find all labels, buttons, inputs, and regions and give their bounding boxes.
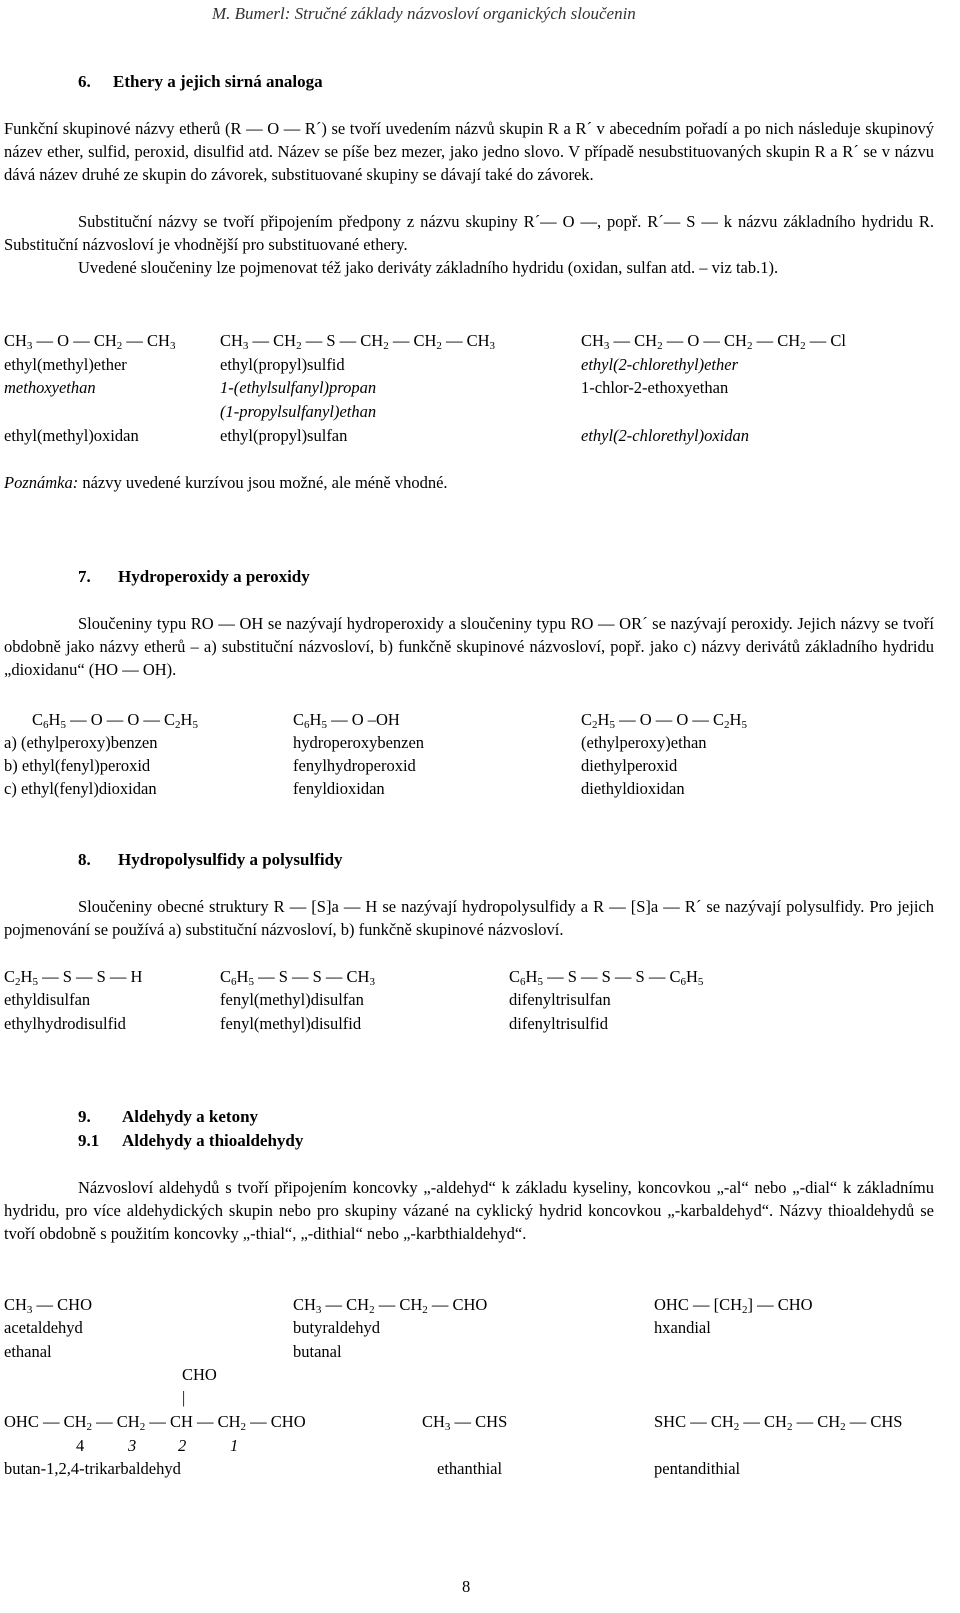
name-text: b) ethyl(fenyl)peroxid: [4, 756, 151, 775]
name-text: difenyltrisulfid: [509, 1014, 608, 1033]
name-text: ethyl(methyl)oxidan: [4, 426, 139, 445]
name-text: butan-1,2,4-trikarbaldehyd: [4, 1459, 181, 1478]
name-text: ethyldisulfan: [4, 990, 91, 1009]
name-text: ethyl(propyl)sulfan: [220, 426, 348, 445]
locant: 3: [128, 1436, 137, 1455]
name-text: ethyl(2-chlorethyl)oxidan: [581, 426, 749, 445]
section-9-1-title: Aldehydy a thioaldehydy: [122, 1131, 304, 1150]
section-9-paragraph-1: Názvosloví aldehydů s tvoří připojením koncovky „-aldehyd“ k základu kyseliny, koncovkou „-al“ nebo „-dial“ k základnímu hydridu, pro více aldehydických skupin nebo pro skupiny vázané na cyklický hydrid koncovkou „-karbaldehyd“. Názvy thioaldehydů se tvoří obdobně s použitím koncovky „-thial“, „-dithial“ nebo „-karbthialdehyd“.: [4, 1178, 934, 1243]
running-header: M. Bumerl: Stručné základy názvosloví organických sloučenin: [212, 4, 636, 23]
section-7-paragraph-1: Sloučeniny typu RO — OH se nazývají hydroperoxidy a sloučeniny typu RO — OR´ se nazývají peroxidy. Jejich názvy se tvoří obdobně jako názvy etherů – a) substituční názvosloví, b) funkčně skupinové názvosloví, popř. jako c) názvy derivátů základního hydridu „dioxidanu“ (HO — OH).: [4, 614, 934, 679]
section-9-number: 9.: [78, 1107, 91, 1126]
name-text: fenyldioxidan: [293, 779, 385, 798]
name-text: ethyl(propyl)sulfid: [220, 355, 345, 374]
formula-butyraldehyde: $CH_3$ — $CH_2$ — $CH_2$ — CHO: [293, 1295, 488, 1316]
formula-chlorethyl-ether: $CH_3$ — $CH_2$ — O — $CH_2$ — $CH_2$ — Cl: [581, 331, 846, 352]
name-text: (1-propylsulfanyl)ethan: [220, 402, 377, 421]
formula-hydroperoxybenzene: $C_6H_5$ — O –OH: [293, 710, 400, 731]
formula-acetaldehyde: $CH_3$ — CHO: [4, 1295, 93, 1316]
section-6-paragraph-2: Substituční názvy se tvoří připojením předpony z názvu skupiny R´— O —, popř. R´— S — k názvu základního hydridu R. Substituční názvosloví je vhodnější pro substituované ethery.: [4, 212, 934, 254]
locant: 4: [76, 1436, 85, 1455]
branch-cho: CHO: [182, 1365, 217, 1384]
formula-ethyl-disulfane: $C_2H_5$ — S — S — H: [4, 967, 143, 988]
name-text: fenyl(methyl)disulfan: [220, 990, 364, 1009]
name-text: methoxyethan: [4, 378, 96, 397]
formula-ethyl-methyl-ether: $CH_3$ — O — $CH_2$ — $CH_3$: [4, 331, 176, 352]
section-6-number: 6.: [78, 72, 91, 91]
name-text: fenyl(methyl)disulfid: [220, 1014, 362, 1033]
formula-ethanethial: $CH_3$ — CHS: [422, 1412, 508, 1433]
locant: 2: [178, 1436, 187, 1455]
name-text: ethanthial: [437, 1459, 503, 1478]
formula-phenyl-methyl-disulfane: $C_6H_5$ — S — S — $CH_3$: [220, 967, 375, 988]
name-text: (ethylperoxy)ethan: [581, 733, 707, 752]
note-label: Poznámka:: [4, 473, 79, 492]
name-text: fenylhydroperoxid: [293, 756, 416, 775]
section-8-title: Hydropolysulfidy a polysulfidy: [118, 850, 343, 869]
section-9-title: Aldehydy a ketony: [122, 1107, 259, 1126]
formula-ethyl-phenyl-peroxide: $C_6H_5$ — O — O — $C_2H_5$: [32, 710, 198, 731]
locant: 1: [230, 1436, 239, 1455]
formula-butane-tricarbaldehyde: OHC — $CH_2$ — $CH_2$ — CH — $CH_2$ — CHO: [4, 1412, 306, 1433]
formula-diethyl-peroxide: $C_2H_5$ — O — O — $C_2H_5$: [581, 710, 747, 731]
section-7-title: Hydroperoxidy a peroxidy: [118, 567, 310, 586]
section-6-title: Ethery a jejich sirná analoga: [113, 72, 323, 91]
section-9-1-number: 9.1: [78, 1131, 100, 1150]
name-text: ethyl(methyl)ether: [4, 355, 127, 374]
name-text: pentandithial: [654, 1459, 741, 1478]
name-text: c) ethyl(fenyl)dioxidan: [4, 779, 157, 798]
name-text: a) (ethylperoxy)benzen: [4, 733, 158, 752]
section-6-paragraph-1: Funkční skupinové názvy etherů (R — O — R´) se tvoří uvedením názvů skupin R a R´ v abecedním pořadí a po nich následuje skupinový název ether, sulfid, peroxid, disulfid atd. Název se píše bez mezer, jako jedno slovo. V případě nesubstituovaných skupin R a R´ se v názvu dává název druhé ze skupin do závorek, substituované skupiny se dávají také do závorek.: [4, 119, 934, 184]
name-text: 1-chlor-2-ethoxyethan: [581, 378, 729, 397]
name-text: ethyl(2-chlorethyl)ether: [581, 355, 738, 374]
page-number: 8: [462, 1577, 471, 1596]
section-8-paragraph-1: Sloučeniny obecné struktury R — [S]a — H se nazývají hydropolysulfidy a R — [S]a — R´ se nazývají polysulfidy. Pro jejich pojmenování se používá a) substituční názvosloví, b) funkčně skupinové názvosloví.: [4, 897, 934, 939]
name-text: diethylperoxid: [581, 756, 678, 775]
name-text: difenyltrisulfan: [509, 990, 611, 1009]
formula-ethyl-propyl-sulfide: $CH_3$ — $CH_2$ — S — $CH_2$ — $CH_2$ — $CH_3$: [220, 331, 496, 352]
section-6-paragraph-3: Uvedené sloučeniny lze pojmenovat též jako deriváty základního hydridu (oxidan, sulfan atd. – viz tab.1).: [78, 258, 779, 277]
name-text: ethylhydrodisulfid: [4, 1014, 126, 1033]
name-text: 1-(ethylsulfanyl)propan: [220, 378, 377, 397]
formula-pentanedithial: SHC — $CH_2$ — $CH_2$ — $CH_2$ — CHS: [654, 1412, 903, 1433]
name-text: hxandial: [654, 1318, 711, 1337]
note-text: názvy uvedené kurzívou jsou možné, ale méně vhodné.: [78, 473, 448, 492]
formula-diphenyl-trisulfane: $C_6H_5$ — S — S — S — $C_6H_5$: [509, 967, 704, 988]
formula-hexanedial: OHC — $[CH_2]$ — CHO: [654, 1295, 813, 1316]
name-text: butanal: [293, 1342, 342, 1361]
branch-bond: |: [182, 1388, 186, 1407]
name-text: ethanal: [4, 1342, 52, 1361]
name-text: hydroperoxybenzen: [293, 733, 425, 752]
note: [4, 473, 448, 493]
name-text: acetaldehyd: [4, 1318, 83, 1337]
name-text: diethyldioxidan: [581, 779, 685, 798]
section-8-number: 8.: [78, 850, 91, 869]
name-text: butyraldehyd: [293, 1318, 381, 1337]
section-7-number: 7.: [78, 567, 91, 586]
